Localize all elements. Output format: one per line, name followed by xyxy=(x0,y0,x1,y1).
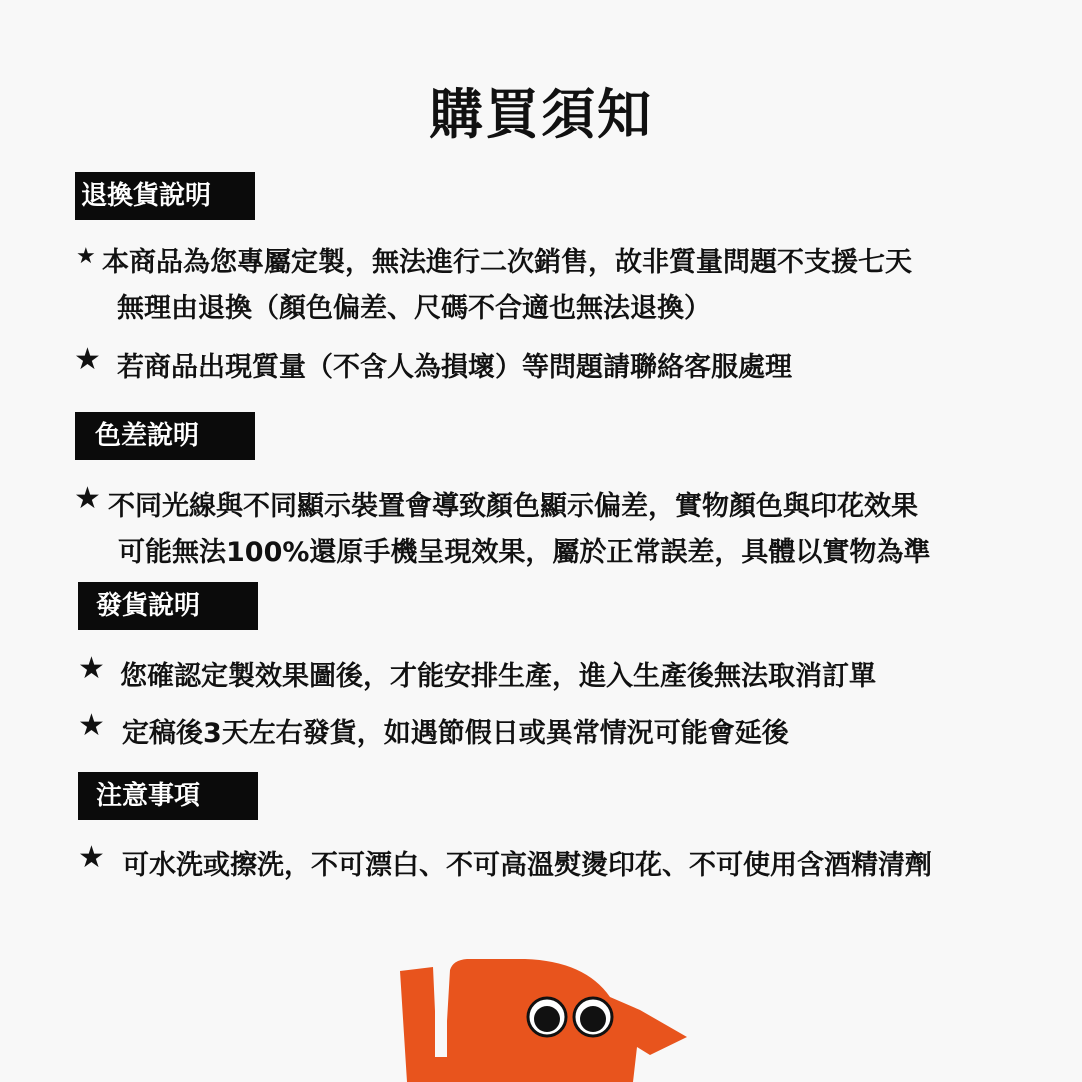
shipping-item-2: 定稿後3天左右發貨，如遇節假日或異常情況可能會延後 xyxy=(122,718,789,749)
mascot-notch xyxy=(435,995,447,1057)
star-icon: ★ xyxy=(78,840,105,875)
section-heading-color: 色差說明 xyxy=(75,412,255,460)
star-icon: ★ xyxy=(76,244,96,269)
section-heading-notes: 注意事項 xyxy=(78,772,258,820)
returns-item-1-line2: 無理由退換（顏色偏差、尺碼不合適也無法退換） xyxy=(117,293,711,324)
color-item-1-line1: 不同光線與不同顯示裝置會導致顏色顯示偏差，實物顏色與印花效果 xyxy=(108,491,918,522)
notes-item-1: 可水洗或擦洗，不可漂白、不可高溫熨燙印花、不可使用含酒精清劑 xyxy=(122,850,932,881)
mascot-logo xyxy=(395,955,695,1082)
star-icon: ★ xyxy=(74,342,101,377)
star-icon: ★ xyxy=(78,708,105,743)
color-item-1-line2: 可能無法100%還原手機呈現效果，屬於正常誤差，具體以實物為準 xyxy=(118,537,931,568)
page-title: 購買須知 xyxy=(429,83,653,146)
section-heading-shipping: 發貨說明 xyxy=(78,582,258,630)
star-icon: ★ xyxy=(78,651,105,686)
star-icon: ★ xyxy=(74,481,101,516)
shipping-item-1: 您確認定製效果圖後，才能安排生產，進入生產後無法取消訂單 xyxy=(120,661,876,692)
returns-item-1-line1: 本商品為您專屬定製，無法進行二次銷售，故非質量問題不支援七天 xyxy=(102,247,912,278)
returns-item-2: 若商品出現質量（不含人為損壞）等問題請聯絡客服處理 xyxy=(117,352,792,383)
section-heading-returns: 退換貨說明 xyxy=(75,172,255,220)
